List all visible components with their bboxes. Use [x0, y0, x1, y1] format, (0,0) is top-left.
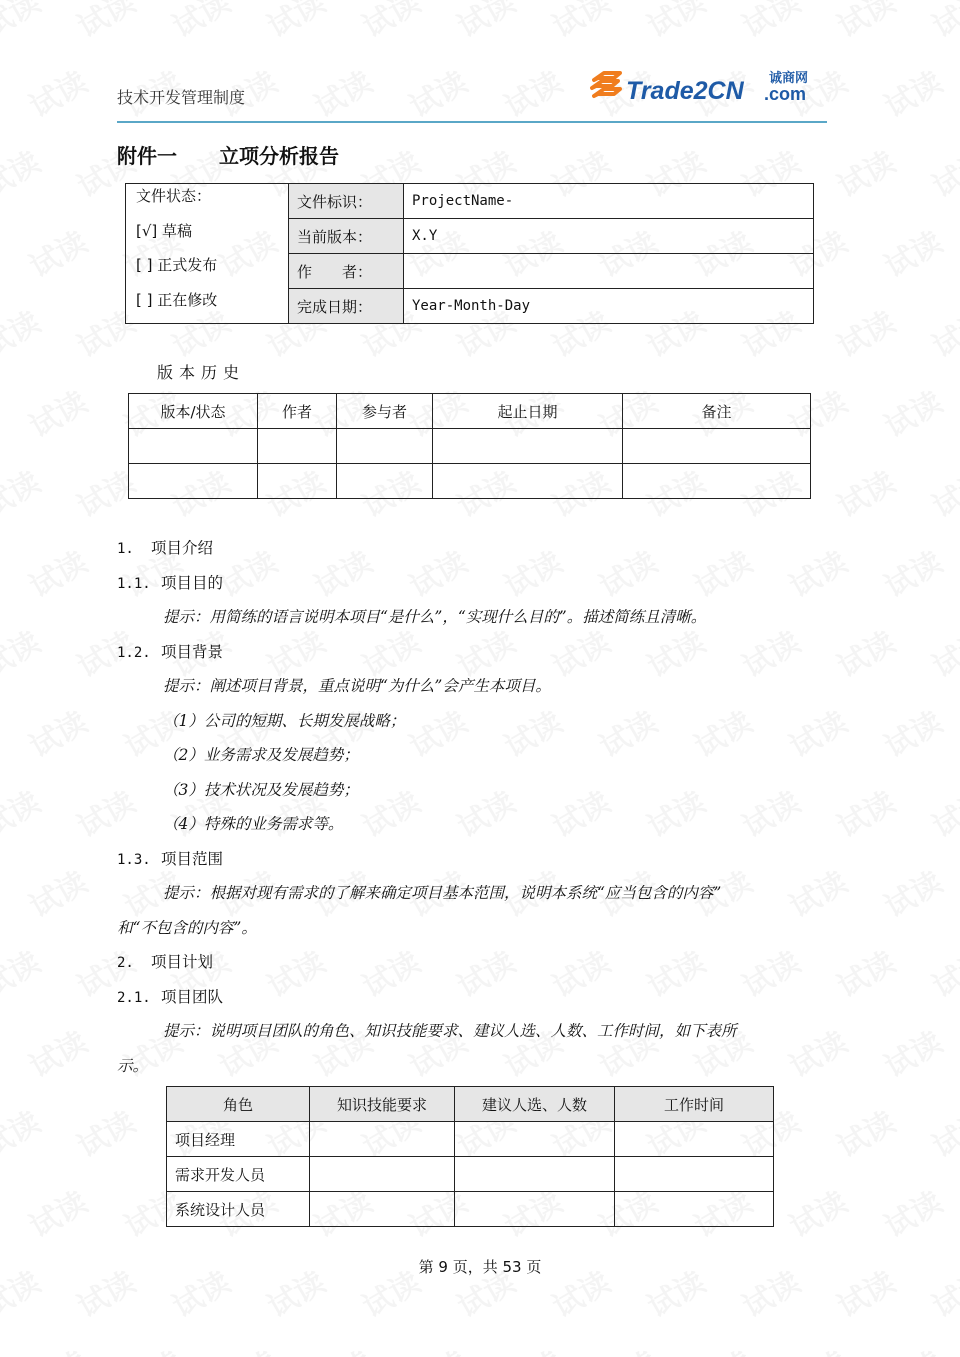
table-row [167, 1122, 774, 1157]
team-header-candidates: 建议人选、人数 [455, 1087, 615, 1122]
table-row [129, 429, 811, 464]
file-status-label: 文件状态： [136, 187, 212, 205]
watermark-text [163, 0, 237, 46]
version-value: X.Y [404, 219, 814, 254]
watermark-text [0, 1098, 47, 1166]
watermark-text [305, 538, 379, 606]
page-number-footer: 第 9 页，共 53 页 [418, 1258, 542, 1276]
watermark-text [353, 778, 427, 846]
watermark-text [828, 0, 902, 46]
team-role-cell: 系统设计人员 [167, 1192, 310, 1227]
watermark-text [20, 1338, 94, 1357]
watermark-text [0, 458, 47, 526]
watermark-text [875, 1338, 949, 1357]
watermark-text [0, 138, 47, 206]
watermark-text [828, 618, 902, 686]
status-option-draft: [√] 草稿 [136, 221, 193, 240]
team-header-skills: 知识技能要求 [310, 1087, 455, 1122]
watermark-text [20, 58, 94, 126]
watermark-text [923, 1098, 960, 1166]
watermark-text [780, 538, 854, 606]
section-1-2-hint: 提示：阐述项目背景，重点说明“为什么”会产生本项目。 [163, 677, 551, 695]
section-2-1-hint-line2: 示。 [117, 1057, 149, 1075]
watermark-text [20, 1178, 94, 1246]
watermark-text [495, 58, 569, 126]
author-value [404, 254, 814, 289]
author-label: 作 者： [289, 254, 404, 289]
status-option-revising: [ ] 正在修改 [136, 290, 218, 309]
completion-date-label: 完成日期： [289, 289, 404, 324]
watermark-text [685, 698, 759, 766]
section-1-2-heading: 1.2. 项目背景 [117, 643, 224, 661]
watermark-text [20, 1018, 94, 1086]
history-header-version: 版本/状态 [129, 394, 258, 429]
watermark-text [638, 778, 712, 846]
file-id-value: ProjectName- [404, 184, 814, 219]
watermark-text [828, 298, 902, 366]
section-2-1-hint-line1: 提示：说明项目团队的角色、知识技能要求、建议人选、人数、工作时间，如下表所 [163, 1022, 737, 1040]
history-header-author: 作者 [258, 394, 337, 429]
watermark-text [448, 0, 522, 46]
watermark-text [828, 938, 902, 1006]
table-row [167, 1192, 774, 1227]
watermark-text [20, 538, 94, 606]
watermark-text [495, 1338, 569, 1357]
watermark-text [923, 618, 960, 686]
history-header-notes: 备注 [623, 394, 811, 429]
section-1-3-hint-line1: 提示：根据对现有需求的了解来确定项目基本范围，说明本系统“应当包含的内容” [163, 884, 722, 902]
watermark-text [780, 1338, 854, 1357]
watermark-text [543, 938, 617, 1006]
team-header-work-time: 工作时间 [615, 1087, 774, 1122]
watermark-text [448, 778, 522, 846]
section-1-1-heading: 1.1. 项目目的 [117, 574, 224, 592]
watermark-text [733, 938, 807, 1006]
watermark-text [733, 618, 807, 686]
watermark-text [210, 1338, 284, 1357]
watermark-text [400, 58, 474, 126]
watermark-text [353, 938, 427, 1006]
watermark-text [590, 698, 664, 766]
watermark-text [780, 1178, 854, 1246]
watermark-text [923, 458, 960, 526]
section-1-1-hint: 提示：用简练的语言说明本项目“是什么”，“实现什么目的”。描述简练且清晰。 [163, 608, 707, 626]
section-1-3-hint-line2: 和“不包含的内容”。 [117, 919, 257, 937]
watermark-text [638, 0, 712, 46]
watermark-text [400, 1338, 474, 1357]
watermark-text [638, 938, 712, 1006]
watermark-text [0, 938, 47, 1006]
watermark-text [875, 1178, 949, 1246]
version-label: 当前版本： [289, 219, 404, 254]
header-divider [117, 121, 827, 123]
watermark-text [400, 538, 474, 606]
watermark-text [543, 778, 617, 846]
file-status-cell [126, 184, 289, 324]
appendix-name: 立项分析报告 [219, 144, 339, 168]
table-row [167, 1157, 774, 1192]
project-team-table [166, 1086, 774, 1227]
section-1-3-heading: 1.3. 项目范围 [117, 850, 224, 868]
watermark-text [353, 0, 427, 46]
watermark-text [20, 698, 94, 766]
watermark-text [733, 0, 807, 46]
version-history-label: 版本历史 [157, 363, 246, 382]
history-header-dates: 起止日期 [433, 394, 623, 429]
watermark-text [258, 0, 332, 46]
watermark-text [20, 378, 94, 446]
watermark-text [495, 538, 569, 606]
section-2-1-heading: 2.1. 项目团队 [117, 988, 224, 1006]
status-option-released: [ ] 正式发布 [136, 256, 218, 274]
watermark-text [780, 858, 854, 926]
watermark-text [590, 1338, 664, 1357]
watermark-text [543, 0, 617, 46]
watermark-text [258, 938, 332, 1006]
watermark-text [685, 1338, 759, 1357]
watermark-text [828, 1098, 902, 1166]
watermark-text [875, 858, 949, 926]
document-info-table [125, 183, 814, 324]
watermark-text [780, 698, 854, 766]
watermark-text [780, 1018, 854, 1086]
logo-text: Trade2CN [626, 77, 744, 105]
watermark-text [68, 0, 142, 46]
team-role-cell: 项目经理 [167, 1122, 310, 1157]
watermark-text [923, 0, 960, 46]
list-item: （2）业务需求及发展趋势； [163, 746, 359, 764]
watermark-text [828, 138, 902, 206]
logo-com-text: .com [764, 84, 807, 104]
watermark-text [828, 778, 902, 846]
section-2-heading: 2. 项目计划 [117, 953, 214, 971]
watermark-text [0, 778, 47, 846]
watermark-text [0, 298, 47, 366]
team-role-cell: 需求开发人员 [167, 1157, 310, 1192]
watermark-text [448, 938, 522, 1006]
watermark-text [733, 778, 807, 846]
watermark-text [305, 1338, 379, 1357]
watermark-text [115, 1338, 189, 1357]
watermark-text [875, 218, 949, 286]
watermark-text [923, 138, 960, 206]
watermark-text [828, 458, 902, 526]
watermark-text [875, 378, 949, 446]
watermark-text [68, 1098, 142, 1166]
watermark-text [923, 298, 960, 366]
history-header-participants: 参与者 [337, 394, 433, 429]
watermark-text [0, 618, 47, 686]
appendix-number: 附件一 [117, 144, 177, 168]
watermark-text [875, 538, 949, 606]
watermark-text [638, 618, 712, 686]
watermark-text [20, 218, 94, 286]
completion-date-value: Year-Month-Day [404, 289, 814, 324]
watermark-text [875, 1018, 949, 1086]
watermark-text [923, 778, 960, 846]
trade2cn-logo [588, 66, 820, 106]
version-history-table [128, 393, 811, 499]
file-id-label: 文件标识： [289, 184, 404, 219]
watermark-text [543, 618, 617, 686]
team-header-role: 角色 [167, 1087, 310, 1122]
list-item: （3）技术状况及发展趋势； [163, 781, 359, 799]
section-1-heading: 1. 项目介绍 [117, 539, 214, 557]
list-item: （4）特殊的业务需求等。 [163, 815, 344, 833]
list-item: （1）公司的短期、长期发展战略； [163, 712, 406, 730]
watermark-text [495, 698, 569, 766]
watermark-text [875, 58, 949, 126]
watermark-text [590, 538, 664, 606]
table-row [129, 464, 811, 499]
watermark-text [0, 0, 47, 46]
logo-cn-text: 诚商网 [769, 71, 809, 86]
watermark-text [305, 58, 379, 126]
appendix-title [117, 140, 339, 169]
watermark-text [685, 538, 759, 606]
watermark-text [923, 938, 960, 1006]
watermark-text [68, 778, 142, 846]
watermark-text [20, 858, 94, 926]
watermark-text [400, 698, 474, 766]
watermark-text [875, 698, 949, 766]
header-doc-title: 技术开发管理制度 [117, 88, 246, 107]
